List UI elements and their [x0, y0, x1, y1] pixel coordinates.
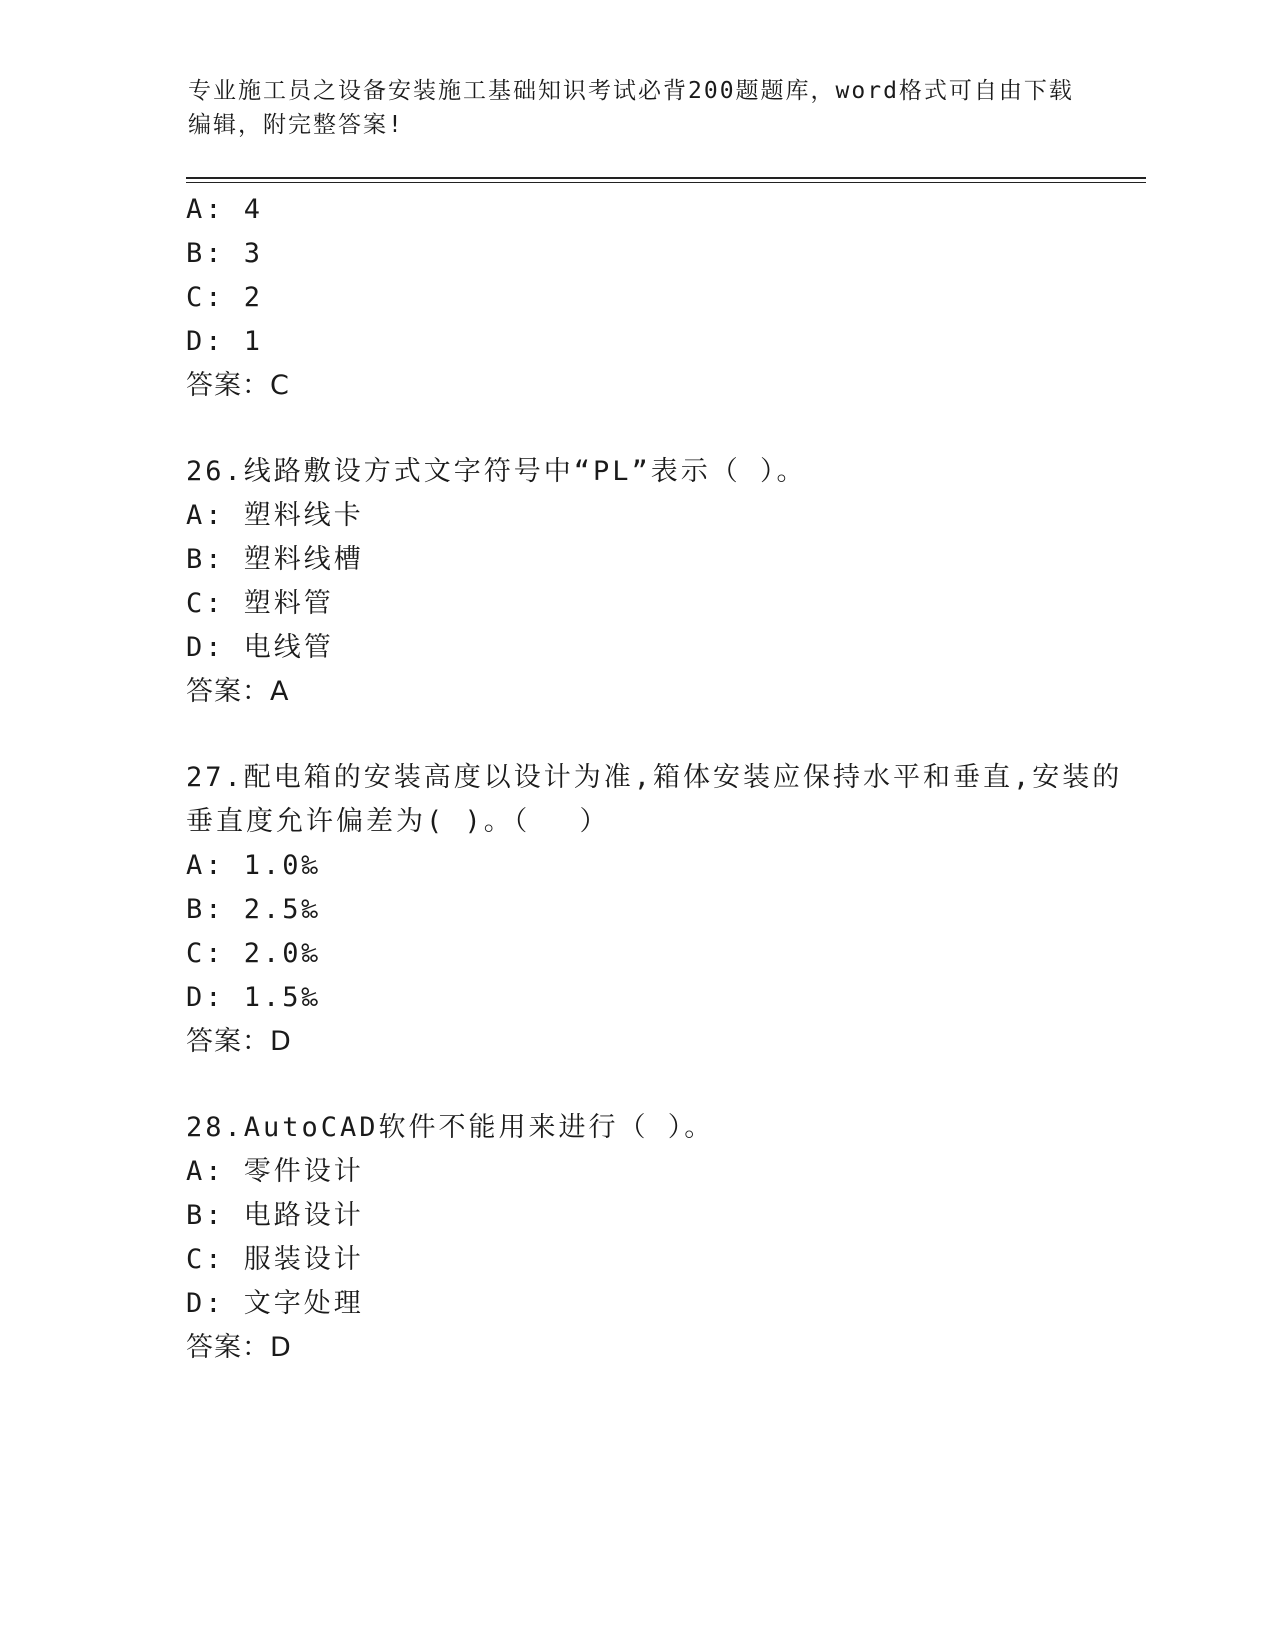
header-line-2: 编辑，附完整答案!	[188, 112, 404, 138]
q27-answer: 答案：D	[186, 1026, 292, 1057]
q25-option-c: C: 2	[186, 282, 264, 313]
q28-option-a: A: 零件设计	[186, 1156, 364, 1187]
q27-option-a: A: 1.0‰	[186, 850, 321, 881]
header-rule-thick	[186, 177, 1146, 179]
q27-option-b: B: 2.5‰	[186, 894, 321, 925]
q25-answer: 答案：C	[186, 370, 290, 401]
q26-option-d: D: 电线管	[186, 632, 334, 663]
q26-question: 26.线路敷设方式文字符号中“PL”表示（ ）。	[186, 456, 807, 487]
q28-question: 28.AutoCAD软件不能用来进行（ ）。	[186, 1112, 715, 1143]
q26-answer: 答案：A	[186, 676, 290, 707]
q26-option-b: B: 塑料线槽	[186, 544, 364, 575]
q28-option-c: C: 服装设计	[186, 1244, 364, 1275]
q27-option-c: C: 2.0‰	[186, 938, 321, 969]
header-line-1: 专业施工员之设备安装施工基础知识考试必背200题题库，word格式可自由下载	[188, 78, 1074, 104]
q26-option-c: C: 塑料管	[186, 588, 334, 619]
q27-question-line-2: 垂直度允许偏差为( )。（ ）	[186, 806, 610, 837]
document-header	[188, 74, 1078, 142]
q27-question-line-1: 27.配电箱的安装高度以设计为准,箱体安装应保持水平和垂直,安装的	[186, 762, 1123, 793]
q25-option-d: D: 1	[186, 326, 264, 357]
q27-option-d: D: 1.5‰	[186, 982, 321, 1013]
q25-option-a: A: 4	[186, 194, 264, 225]
header-rule-thin	[186, 182, 1146, 183]
q26-option-a: A: 塑料线卡	[186, 500, 364, 531]
q28-answer: 答案：D	[186, 1332, 292, 1363]
q25-option-b: B: 3	[186, 238, 264, 269]
q28-option-d: D: 文字处理	[186, 1288, 364, 1319]
q28-option-b: B: 电路设计	[186, 1200, 364, 1231]
